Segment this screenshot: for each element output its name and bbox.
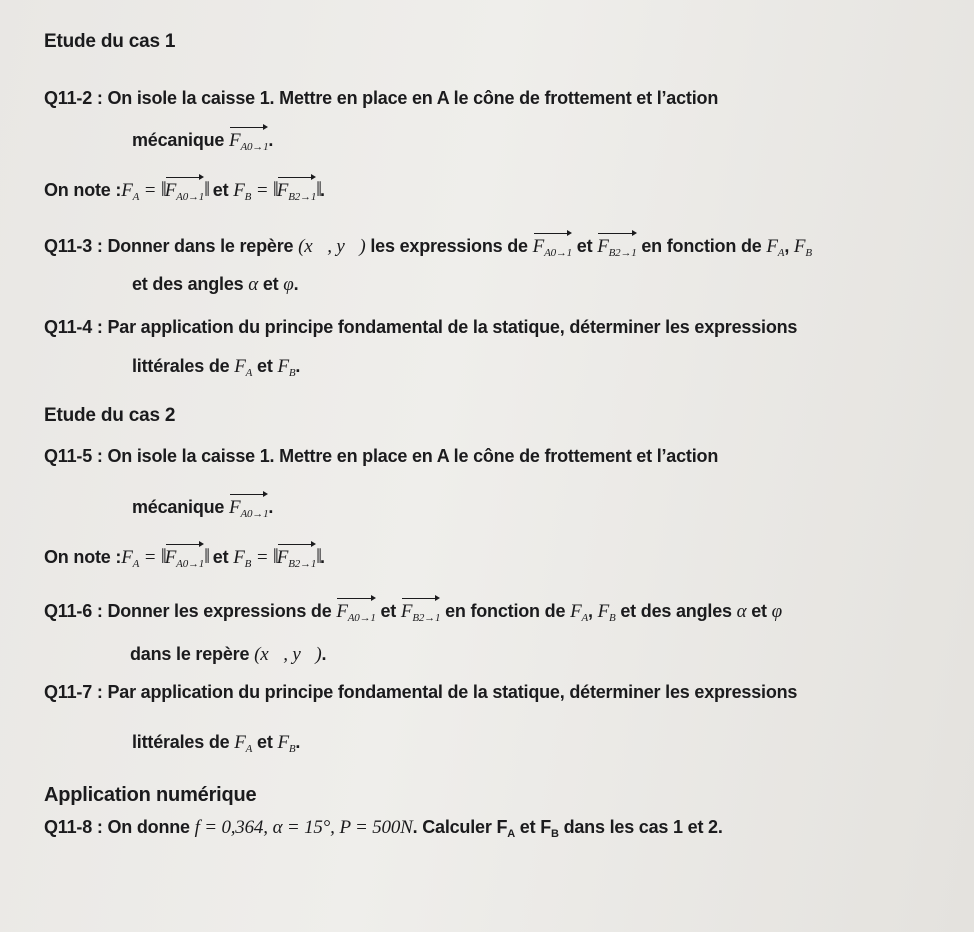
symbol-fb: $F_B$	[233, 180, 252, 203]
question-q11-3-line-1: Q11-3 : Donner dans le repère (x⃗, y⃗) les expressions de $F_{A0\to 1}$ et $F_{B2\to 1}$ en fonction de $F_A$, $F_B$	[44, 232, 812, 259]
norm-fa: $‖F_{A0\to 1}‖$	[160, 544, 208, 570]
question-label: Q11-2 :	[44, 88, 103, 108]
question-label: Q11-3 :	[44, 236, 103, 256]
question-label: Q11-5 :	[44, 446, 103, 466]
question-q11-8: Q11-8 : On donne f = 0,364, α = 15°, P = 500N. Calculer $F_A$ et $F_B$ dans les cas 1 et 2.	[44, 817, 723, 840]
question-text: Par application du principe fondamental de la statique, déterminer les expressions	[107, 682, 798, 702]
vector-f-a01: $F_{A0\to 1}$	[533, 232, 572, 259]
vector-f-a01: $F_{A0\to 1}$	[336, 597, 375, 624]
question-q11-2-line-1	[44, 88, 718, 109]
norm-fb: $‖F_{B2\to 1}‖$	[272, 177, 321, 203]
note-label: On note :	[44, 547, 122, 567]
question-q11-3-line-2: et des angles α et φ.	[132, 274, 299, 295]
vector-f-a01: $F_{A0\to 1}$	[229, 126, 268, 153]
and-word: et	[208, 180, 234, 200]
symbol-fb: $F_B$	[277, 732, 296, 755]
note-line-cas-1: On note $:F_A$ = $‖F_{A0\to 1}‖$ et $F_B$ = $‖F_{B2\to 1}‖$.	[44, 177, 325, 203]
question-q11-6-line-2: dans le repère (x⃗, y⃗).	[130, 644, 327, 665]
symbol-alpha: α	[736, 601, 747, 622]
question-q11-4-line-1	[44, 317, 797, 338]
repere-xy: (x⃗, y⃗)	[254, 644, 322, 665]
vector-f-a01: $F_{A0\to 1}$	[229, 493, 268, 520]
symbol-fb: $F_B$	[793, 236, 812, 259]
note-label: On note :	[44, 180, 122, 200]
equals: =	[139, 180, 161, 201]
note-line-cas-2: On note $:F_A$ = $‖F_{A0\to 1}‖$ et $F_B$ = $‖F_{B2\to 1}‖$.	[44, 544, 325, 570]
question-text: On isole la caisse 1. Mettre en place en A le cône de frottement et l’action	[107, 88, 719, 108]
equals: =	[139, 547, 161, 568]
value-f: f = 0,364,	[194, 817, 268, 838]
question-q11-5-line-1	[44, 446, 718, 467]
question-label: Q11-4 :	[44, 317, 103, 337]
question-q11-7-line-1	[44, 682, 797, 703]
symbol-phi: φ	[283, 274, 294, 295]
question-text: Par application du principe fondamental de la statique, déterminer les expressions	[107, 317, 798, 337]
section-title-cas-2: Etude du cas 2	[44, 405, 176, 426]
question-q11-6-line-1: Q11-6 : Donner les expressions de $F_{A0\to 1}$ et $F_{B2\to 1}$ en fonction de $F_A$, $F_B$ et des angles α et φ	[44, 597, 782, 624]
symbol-fa: $F_A$	[234, 356, 253, 379]
equals: =	[251, 180, 273, 201]
symbol-fa: $F_A$	[121, 547, 140, 570]
symbol-fa: $F_A$	[121, 180, 140, 203]
question-text: mécanique	[132, 130, 225, 150]
equals: =	[251, 547, 273, 568]
symbol-alpha: α	[248, 274, 259, 295]
question-q11-7-line-2: littérales de $F_A$ et $F_B$.	[132, 732, 301, 755]
symbol-fb: $F_B$	[277, 356, 296, 379]
symbol-fa: $F_A$	[570, 601, 589, 624]
and-word: et	[208, 547, 234, 567]
section-title-cas-1: Etude du cas 1	[44, 31, 176, 52]
question-text: On isole la caisse 1. Mettre en place en A le cône de frottement et l’action	[107, 446, 719, 466]
question-q11-5-line-2: mécanique $F_{A0\to 1}$.	[132, 493, 273, 520]
norm-fa: $‖F_{A0\to 1}‖$	[160, 177, 208, 203]
symbol-fa: $F_A$	[234, 732, 253, 755]
section-title-application: Application numérique	[44, 784, 257, 806]
question-q11-4-line-2: littérales de $F_A$ et $F_B$.	[132, 356, 301, 379]
question-label: Q11-8 :	[44, 817, 103, 837]
symbol-fb: $F_B$	[233, 547, 252, 570]
symbol-phi: φ	[771, 601, 782, 622]
value-p: P = 500N	[339, 817, 413, 838]
symbol-fb: $F_B$	[597, 601, 616, 624]
value-alpha: α = 15°,	[272, 817, 335, 838]
vector-f-b21: $F_{B2\to 1}$	[597, 232, 636, 259]
repere-xy: (x⃗, y⃗)	[298, 236, 366, 257]
question-label: Q11-6 :	[44, 601, 103, 621]
symbol-fa: $F_A$	[766, 236, 785, 259]
norm-fb: $‖F_{B2\to 1}‖$	[272, 544, 321, 570]
question-label: Q11-7 :	[44, 682, 103, 702]
vector-f-b21: $F_{B2\to 1}$	[401, 597, 440, 624]
question-q11-2-line-2: mécanique $F_{A0\to 1}$.	[132, 126, 273, 153]
